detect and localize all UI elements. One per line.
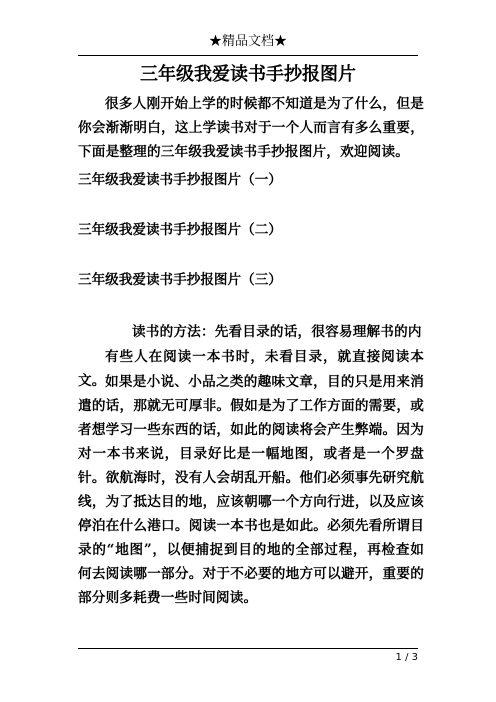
body-paragraph-1: 有些人在阅读一本书时，未看目录，就直接阅读本文。 bbox=[78, 349, 424, 389]
section-heading-1: 三年级我爱读书手抄报图片（一） bbox=[78, 172, 282, 188]
intro-paragraph: 很多人刚开始上学的时候都不知道是为了什么，但是你会渐渐明白，这上学读书对于一个人而言有多么重要，下面是整理的三年级我爱读书手抄报图片，欢迎阅读。 bbox=[78, 96, 424, 160]
page-number: 1 / 3 bbox=[395, 652, 418, 663]
document-title: 三年级我爱读书手抄报图片 bbox=[140, 64, 356, 85]
section-heading-2: 三年级我爱读书手抄报图片（二） bbox=[78, 222, 282, 238]
body-paragraph-2: 如果是小说、小品之类的趣味文章，目的只是用来消遣的话，那就无可厚非。假如是为了工作方面的需要，或者想学习一些东西的话，如此的阅读将会产生弊端。因为对一本书来说，目录好比是一幅地图，或者是一个罗盘针。欲航海时，没有人会胡乱开船。他们必须事先研究航线，为了抵达目的地，应该朝哪一个方向行进，以及应该停泊在什么港口。阅读一本书也是如此。必须先看所谓目录的“地图”，以便捕捉到目的地的全部过程，再检查如何去阅读哪一部分。对于不必要的地方可以避开，重要的部分则多耗费一些时间阅读。 bbox=[78, 374, 424, 606]
method-line: 读书的方法：先看目录的话，很容易理解书的内 bbox=[132, 324, 422, 340]
section-heading-3: 三年级我爱读书手抄报图片（三） bbox=[78, 272, 282, 288]
header-divider bbox=[78, 55, 418, 56]
footer-divider bbox=[78, 648, 418, 649]
page-header: ★精品文档★ bbox=[208, 34, 287, 49]
